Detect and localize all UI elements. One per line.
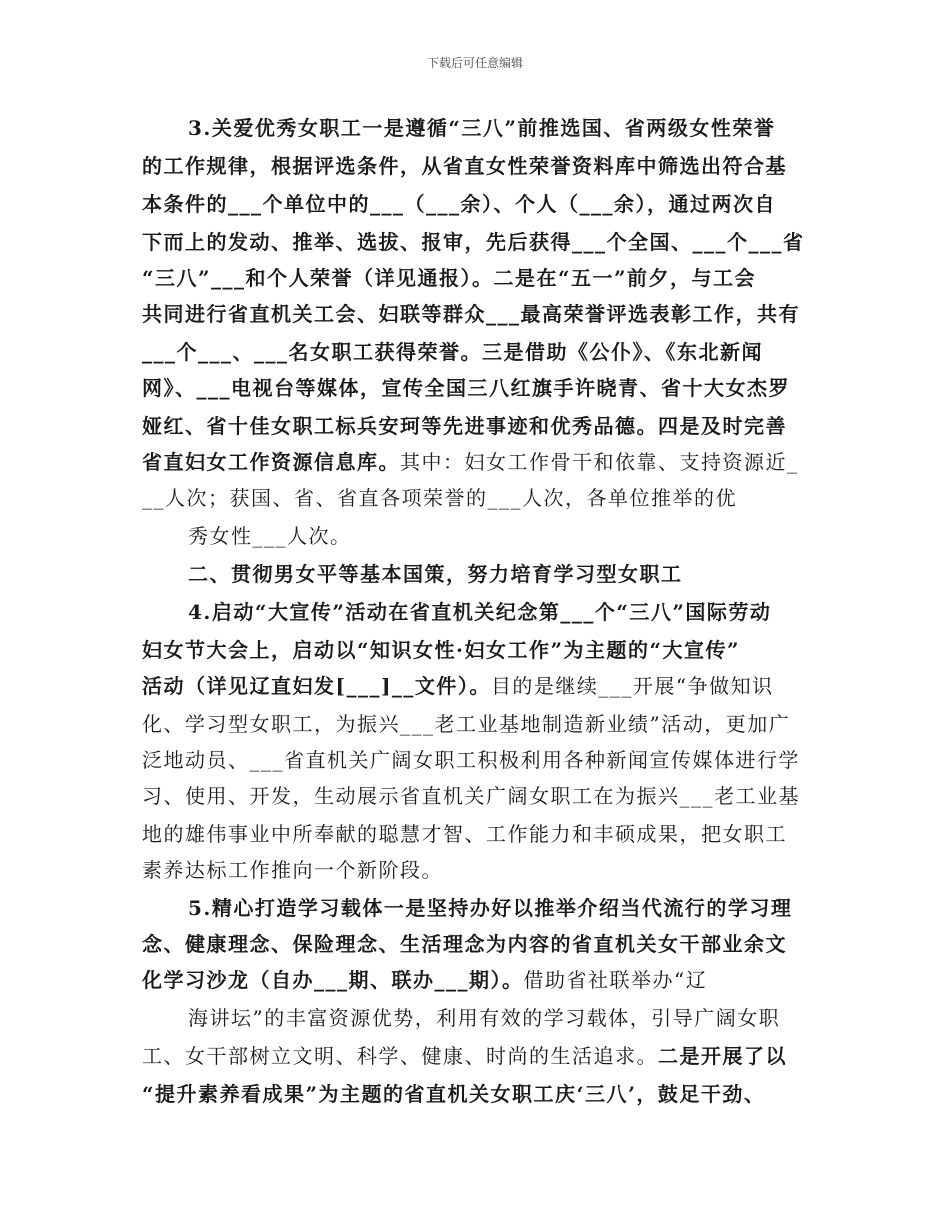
text-line: 地的雄伟事业中所奉献的聪慧才智、工作能力和丰硕成果，把女职工 — [142, 822, 787, 846]
text-line: 活动（详见辽直妇发[___]__文件）。目的是继续___开展“争做知识 — [142, 674, 774, 698]
text-line: 工、女干部树立文明、科学、健康、时尚的生活追求。二是开展了以 — [142, 1044, 787, 1068]
text-line: 网》、___电视台等媒体，宣传全国三八红旗手许晓青、省十大女杰罗 — [142, 376, 790, 400]
text-line: 念、健康理念、保险理念、生活理念为内容的省直机关女干部业余文 — [142, 932, 787, 956]
text-line: 5.精心打造学习载体一是坚持办好以推举介绍当代流行的学习理 — [188, 896, 793, 920]
text-line: 省直妇女工作资源信息库。其中：妇女工作骨干和依靠、支持资源近_ — [142, 450, 799, 474]
page-header: 下载后可任意编辑 — [426, 56, 523, 70]
text-line: 的工作规律，根据评选条件，从省直女性荣誉资料库中筛选出符合基 — [142, 154, 787, 178]
text-line: “提升素养看成果”为主题的省直机关女职工庆‘三八’，鼓足干劲、 — [142, 1082, 766, 1106]
text-line: 海讲坛”的丰富资源优势，利用有效的学习载体，引导广阔女职 — [188, 1006, 781, 1030]
text-line: 本条件的___个单位中的___（___余）、个人（___余），通过两次自 — [142, 192, 776, 216]
text-line: 化、学习型女职工，为振兴___老工业基地制造新业绩”活动，更加广 — [142, 712, 791, 736]
text-line: “三八”___和个人荣誉（详见通报）。二是在“五一”前夕，与工会 — [142, 266, 757, 290]
text-line: 娅红、省十佳女职工标兵安珂等先进事迹和优秀品德。四是及时完善 — [142, 414, 787, 438]
text-line: 下而上的发动、推举、选拔、报审，先后获得___个全国、___个___省 — [142, 230, 805, 254]
text-line: ___个___、___名女职工获得荣誉。三是借助《公仆》、《东北新闻 — [142, 340, 763, 364]
text-line: __人次；获国、省、省直各项荣誉的___人次，各单位推举的优 — [142, 486, 737, 510]
text-line: 泛地动员、___省直机关广阔女职工积极利用各种新闻宣传媒体进行学 — [142, 748, 800, 772]
text-line: 习、使用、开发，生动展示省直机关广阔女职工在为振兴___老工业基 — [142, 784, 800, 808]
text-line: 秀女性___人次。 — [188, 524, 352, 548]
text-line: 4.启动“大宣传”活动在省直机关纪念第___个“三八”国际劳动 — [188, 600, 772, 624]
text-line: 素养达标工作推向一个新阶段。 — [142, 858, 443, 882]
section-heading: 二、贯彻男女平等基本国策，努力培育学习型女职工 — [188, 562, 683, 586]
text-line: 妇女节大会上，启动以“知识女性·妇女工作”为主题的“大宣传” — [142, 638, 740, 662]
text-line: 化学习沙龙（自办___期、联办___期）。借助省社联举办“辽 — [142, 968, 708, 992]
text-line: 3.关爱优秀女职工一是遵循“三八”前推选国、省两级女性荣誉 — [188, 116, 776, 140]
text-line: 共同进行省直机关工会、妇联等群众___最高荣誉评选表彰工作，共有 — [142, 302, 800, 326]
